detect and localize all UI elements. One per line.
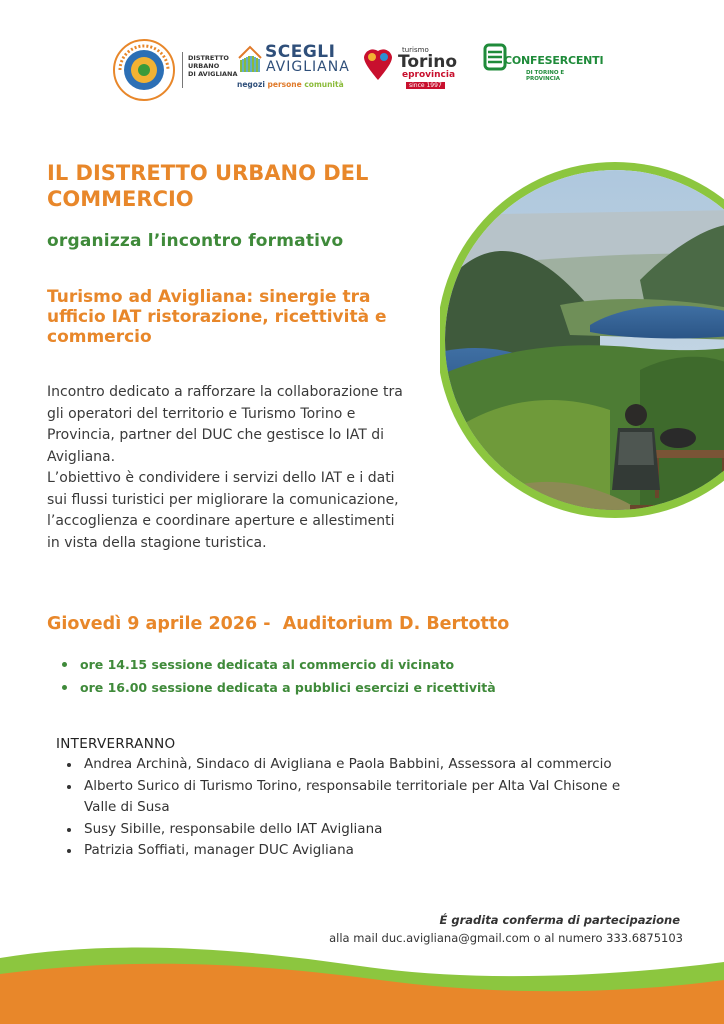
rsvp-contact: alla mail duc.avigliana@gmail.com o al numero 333.6875103 [329,931,683,945]
turismo-torino-mark-icon [360,46,396,82]
duc-line2: URBANO [188,62,220,70]
confesercenti-name: CONFESERCENTI [504,54,604,67]
session-item: ore 16.00 sessione dedicata a pubblici esercizi e ricettività [60,676,496,699]
tag-negozi: negozi [237,80,265,89]
logo-separator [182,52,183,88]
speaker-item: Patrizia Soffiati, manager DUC Avigliana [66,840,626,862]
confesercenti-subtitle: DI TORINO E PROVINCIA [526,70,565,82]
session-item: ore 14.15 sessione dedicata al commercio di vicinato [60,653,496,676]
scegli-title: SCEGLI [265,42,336,62]
footer-waves [0,940,724,1024]
scegli-avigliana-logo [237,42,350,100]
duc-logo [112,38,238,104]
scegli-tagline [237,80,344,89]
rsvp-heading: É gradita conferma di partecipazione [439,913,680,927]
speaker-item: Susy Sibille, responsabile dello IAT Avigliana [66,819,626,841]
speaker-item: Andrea Archinà, Sindaco di Avigliana e Paola Babbini, Assessora al commercio [66,754,626,776]
description [47,382,407,554]
speaker-item: Alberto Surico di Turismo Torino, responsabile territoriale per Alta Val Chisone e Valle di Susa [66,776,626,819]
description-paragraph-2: L’obiettivo è condividere i servizi dello IAT e i dati sui flussi turistici per migliorare la comunicazione, l’accoglienza e coordinare aperture e allestimenti in vista della stagione turistica. [47,470,399,551]
main-title: IL DISTRETTO URBANO DEL COMMERCIO [47,161,369,211]
scegli-subtitle: AVIGLIANA [266,59,350,75]
scegli-house-icon [237,44,263,74]
confesercenti-logo [482,42,604,100]
speakers-title: INTERVERRANNO [56,736,176,752]
topic-title: Turismo ad Avigliana: sinergie tra ufficio IAT ristorazione, ricettività e commercio [47,287,387,347]
event-date-place: Giovedì 9 aprile 2026 - Auditorium D. Bertotto [47,614,510,634]
distretti-commercio-seal [112,38,176,102]
subtitle: organizza l’incontro formativo [47,231,344,251]
logo-bar [0,38,724,108]
tag-persone: persone [267,80,302,89]
torino-small-text: turismo [402,46,429,54]
torino-provincia-text: eprovincia [402,70,456,80]
speakers-list [66,754,626,862]
duc-line1: DISTRETTO [188,54,229,62]
description-paragraph-1: Incontro dedicato a rafforzare la collaborazione tra gli operatori del territorio e Turismo Torino e Provincia, partner del DUC che gestisce lo IAT di Avigliana. [47,384,403,465]
torino-big-text: Torino [398,52,458,72]
duc-line3: DI AVIGLIANA [188,70,238,78]
session-list [60,653,496,699]
torino-since-badge: since 1997 [406,82,445,89]
tag-comunita: comunità [304,80,344,89]
lake-landscape-photo [440,120,724,560]
turismo-torino-logo [358,42,468,100]
